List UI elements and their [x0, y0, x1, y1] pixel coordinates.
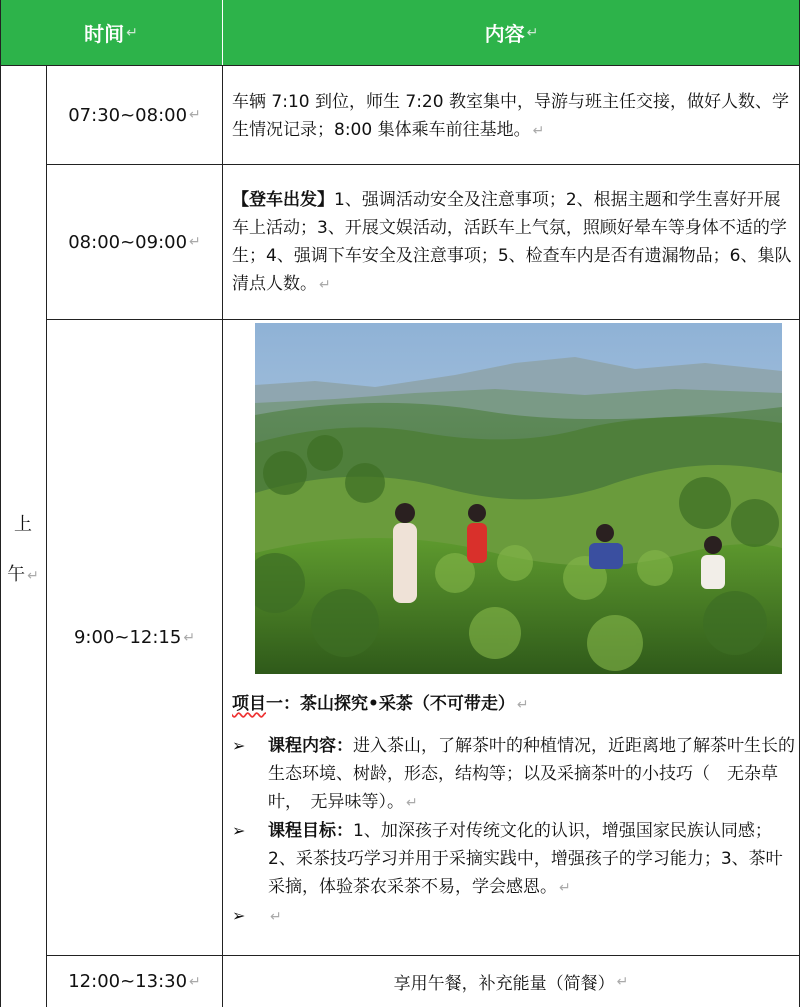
- period-char-2: 午: [7, 564, 26, 585]
- arrow-bullet-icon: ➢: [232, 821, 246, 840]
- paragraph-mark: ↵: [516, 697, 529, 713]
- paragraph-mark: ↵: [183, 629, 196, 646]
- row-2-time: 08:00~09:00: [68, 231, 188, 253]
- bullet-empty: [232, 902, 796, 931]
- period-char-1: 上: [14, 514, 32, 535]
- paragraph-mark: ↵: [616, 973, 629, 990]
- bullet-2-label: 课程目标：: [268, 821, 353, 841]
- paragraph-mark: ↵: [526, 24, 539, 41]
- row-4-time-cell: [47, 956, 222, 1007]
- project-title: [232, 690, 792, 719]
- row-1-content: 车辆 7:10 到位，师生 7:20 教室集中，导游与班主任交接，做好人数、学生情况记录；8:00 集体乘车前往基地。: [232, 92, 789, 140]
- paragraph-mark: ↵: [189, 107, 201, 123]
- arrow-bullet-icon: ➢: [232, 906, 246, 925]
- bullet-2-text: 1、加深孩子对传统文化的认识，增强国家民族认同感；2、采茶技巧学习并用于采摘实践中，增强孩子的学习能力；3、茶叶采摘，体验茶农采茶不易，学会感恩。: [268, 821, 783, 897]
- arrow-bullet-icon: ➢: [232, 736, 246, 755]
- paragraph-mark: ↵: [27, 568, 39, 584]
- paragraph-mark: ↵: [406, 795, 418, 811]
- row-4-content: 享用午餐，补充能量（简餐）: [393, 974, 615, 994]
- row-1-content-cell: [232, 88, 792, 145]
- header-content-label: 内容: [484, 22, 525, 46]
- project-prefix: 项目: [232, 694, 266, 714]
- paragraph-mark: ↵: [189, 973, 201, 990]
- period-label: [0, 500, 46, 601]
- header-time-cell: [0, 0, 222, 65]
- bullet-course-content: [232, 732, 796, 817]
- paragraph-mark: ↵: [270, 909, 282, 925]
- header-content-cell: [223, 0, 800, 65]
- row-1-time: 07:30~08:00: [68, 104, 188, 126]
- row-2-time-cell: [47, 165, 222, 319]
- row-2-content: 1、强调活动安全及注意事项；2、根据主题和学生喜好开展车上活动；3、开展文娱活动，活跃车上气氛，照顾好晕车等身体不适的学生；4、强调下车安全及注意事项；5、检查车内是否有遗漏物品；6、集队清点人数。: [232, 190, 792, 294]
- bullet-1-label: 课程内容：: [268, 736, 353, 756]
- row-3-time-cell: [47, 320, 222, 955]
- bullet-list: [232, 732, 796, 931]
- row-2-content-cell: [232, 186, 794, 299]
- row-2-tag: 【登车出发】: [232, 190, 334, 210]
- time-divider: [222, 65, 223, 1007]
- bullet-1-text: 进入茶山，了解茶叶的种植情况，近距离地了解茶叶生长的生态环境、树龄，形态，结构等；以及采摘茶叶的小技巧（ 无杂草叶， 无异味等）。: [268, 736, 795, 812]
- row-4-content-cell: [223, 956, 799, 1007]
- bullet-course-goal: [232, 817, 796, 902]
- paragraph-mark: ↵: [126, 24, 138, 41]
- paragraph-mark: ↵: [319, 277, 331, 293]
- tea-plantation-photo: [255, 323, 782, 674]
- row-3-time: 9:00~12:15: [73, 627, 182, 648]
- paragraph-mark: ↵: [532, 123, 545, 139]
- header-time-label: 时间: [84, 22, 125, 46]
- row-4-time: 12:00~13:30: [68, 971, 188, 992]
- paragraph-mark: ↵: [559, 880, 571, 896]
- row-1-time-cell: [47, 66, 222, 164]
- paragraph-mark: ↵: [189, 234, 201, 250]
- project-rest: 一：茶山探究•采茶（不可带走）: [266, 694, 515, 714]
